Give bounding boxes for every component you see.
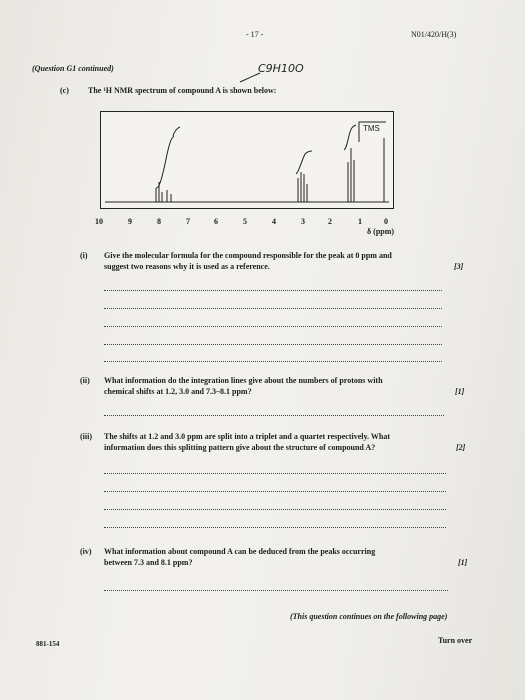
turn-over: Turn over xyxy=(438,636,473,645)
answer-line[interactable] xyxy=(104,290,442,291)
q-ii-text-1: What information do the integration lines give about the numbers of protons with xyxy=(104,376,383,385)
q-i-text-2: suggest two reasons why it is used as a reference. xyxy=(104,262,270,271)
q-iv-text-1: What information about compound A can be deduced from the peaks occurring xyxy=(104,547,376,556)
tick-5: 5 xyxy=(243,217,247,226)
answer-line[interactable] xyxy=(104,361,442,362)
tick-10: 10 xyxy=(95,217,103,226)
answer-line[interactable] xyxy=(104,590,448,591)
tick-2: 2 xyxy=(328,217,332,226)
part-c-text: The ¹H NMR spectrum of compound A is shown below: xyxy=(88,86,277,95)
tick-3: 3 xyxy=(301,217,305,226)
q-iii-marks: [2] xyxy=(456,443,466,452)
continues-note: (This question continues on the following page) xyxy=(290,612,448,621)
q-iv-label: (iv) xyxy=(80,547,92,556)
page-number: - 17 - xyxy=(246,30,264,39)
answer-line[interactable] xyxy=(104,473,446,474)
q-ii-label: (ii) xyxy=(80,376,90,385)
tick-7: 7 xyxy=(186,217,190,226)
q-iii-text-1: The shifts at 1.2 and 3.0 ppm are split into a triplet and a quartet respectively. What xyxy=(104,432,391,441)
nmr-spectrum xyxy=(100,111,394,209)
q-iv-marks: [1] xyxy=(458,558,468,567)
paper-code: N01/420/H(3) xyxy=(411,30,457,39)
q-ii-marks: [1] xyxy=(455,387,465,396)
tick-4: 4 xyxy=(272,217,276,226)
question-continued: (Question G1 continued) xyxy=(32,64,114,73)
tick-1: 1 xyxy=(358,217,362,226)
q-ii-text-2: chemical shifts at 1.2, 3.0 and 7.3–8.1 ppm? xyxy=(104,387,252,396)
handwritten-formula: C9H10O xyxy=(258,62,304,75)
q-i-marks: [3] xyxy=(454,262,464,271)
answer-line[interactable] xyxy=(104,308,442,309)
answer-line[interactable] xyxy=(104,415,444,416)
tms-label: TMS xyxy=(363,124,380,133)
tick-0: 0 xyxy=(384,217,388,226)
part-c-label: (c) xyxy=(60,86,69,95)
answer-line[interactable] xyxy=(104,491,446,492)
nmr-spectrum-plot xyxy=(101,112,393,208)
q-iv-text-2: between 7.3 and 8.1 ppm? xyxy=(104,558,193,567)
answer-line[interactable] xyxy=(104,344,442,345)
tick-6: 6 xyxy=(214,217,218,226)
handwritten-arrow-icon xyxy=(238,70,262,84)
q-i-text-1: Give the molecular formula for the compound responsible for the peak at 0 ppm and xyxy=(104,251,392,260)
tick-9: 9 xyxy=(128,217,132,226)
axis-unit: δ (ppm) xyxy=(367,227,395,236)
q-i-label: (i) xyxy=(80,251,88,260)
q-iii-label: (iii) xyxy=(80,432,92,441)
q-iii-text-2: information does this splitting pattern give about the structure of compound A? xyxy=(104,443,376,452)
answer-line[interactable] xyxy=(104,527,446,528)
answer-line[interactable] xyxy=(104,509,446,510)
page-code: 881-154 xyxy=(36,640,60,648)
tick-8: 8 xyxy=(157,217,161,226)
answer-line[interactable] xyxy=(104,326,442,327)
